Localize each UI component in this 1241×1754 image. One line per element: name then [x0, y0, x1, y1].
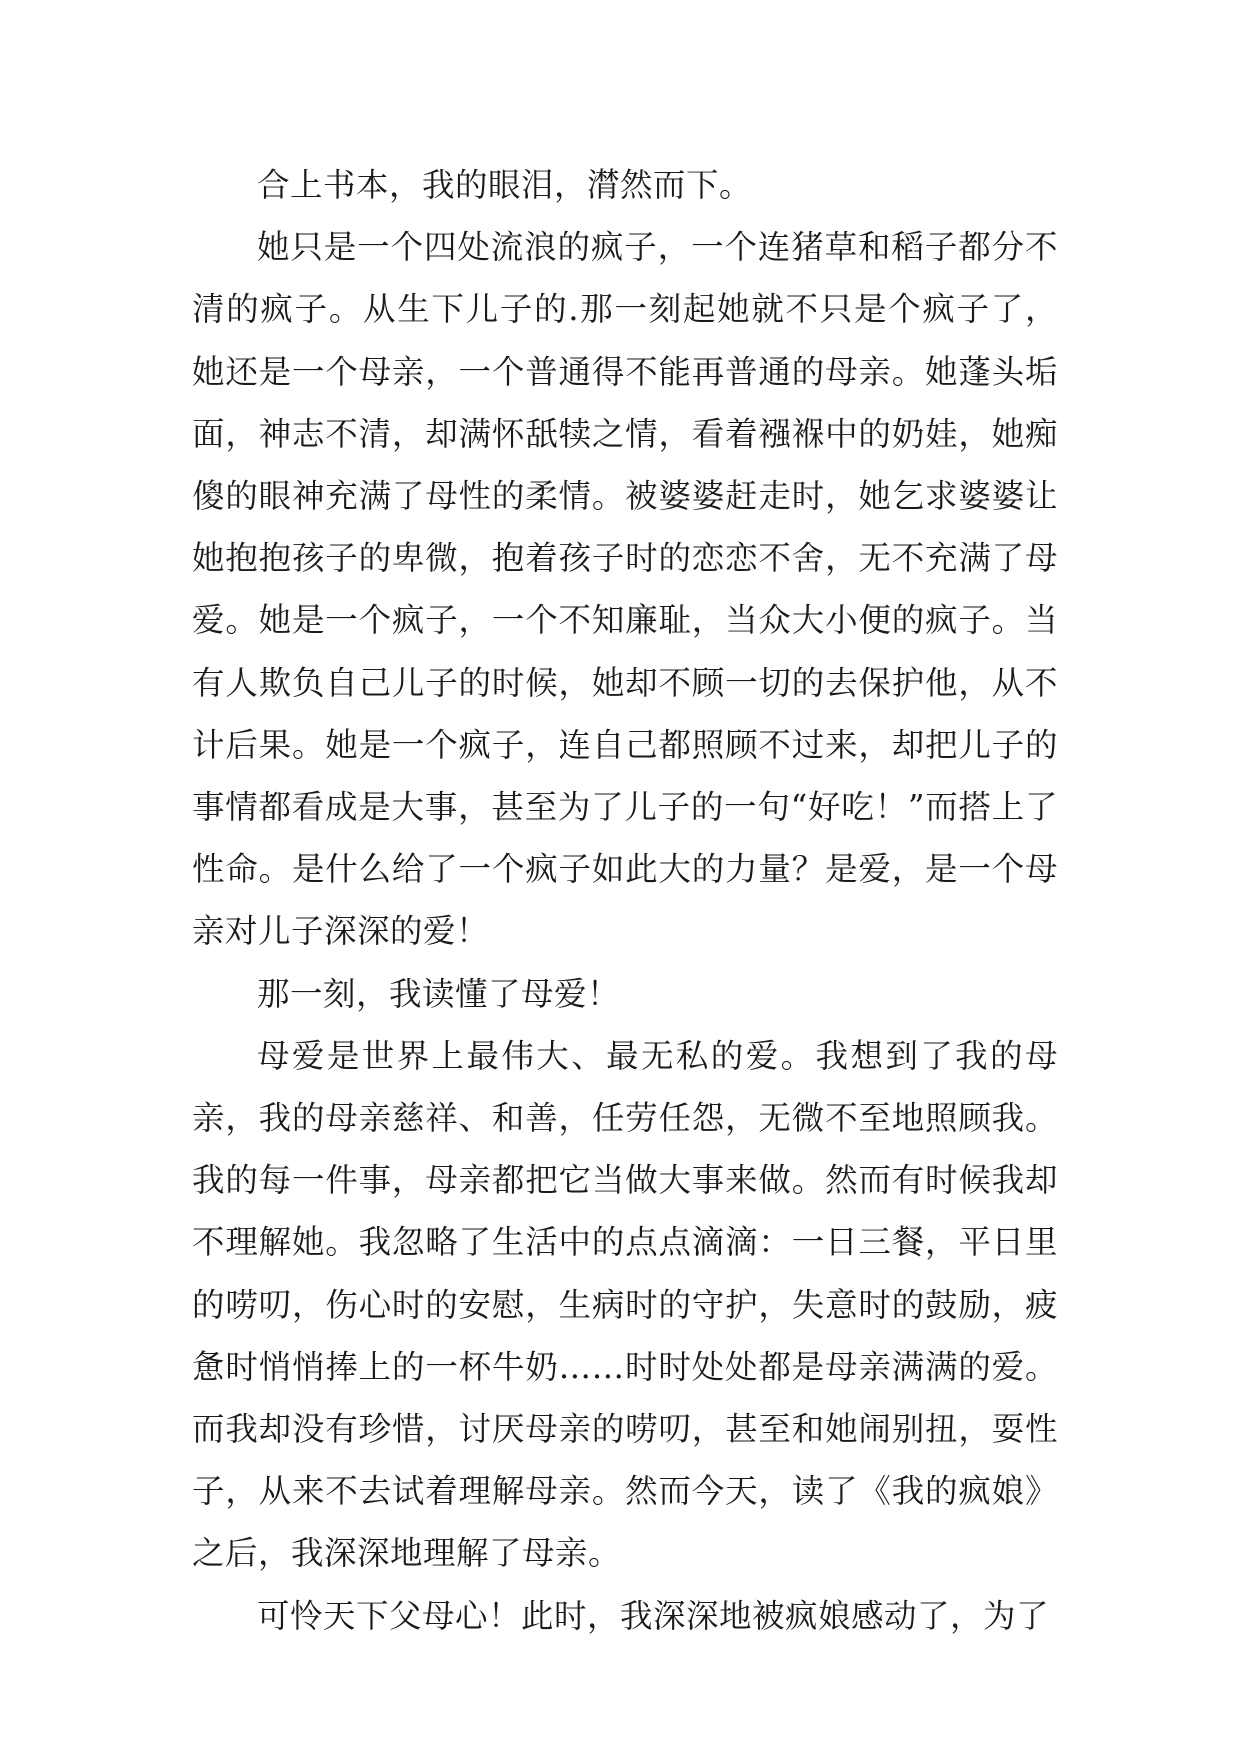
- paragraph-5: 可怜天下父母心！此时，我深深地被疯娘感动了，为了: [257, 1596, 1050, 1635]
- paragraph-3: 那一刻，我读懂了母爱！: [257, 974, 621, 1013]
- paragraph-2: 她只是一个四处流浪的疯子，一个连猪草和稻子都分不清的疯子。从生下儿子的.那一刻起她就不只是个疯子了，她还是一个母亲，一个普通得不能再普通的母亲。她蓬头垢面，神志不清，却满怀舐犊之情，看着襁褓中的奶娃，她痴傻的眼神充满了母性的柔情。被婆婆赶走时，她乞求婆婆让她抱抱孩子的卑微，抱着孩子时的恋恋不舍，无不充满了母爱。她是一个疯子，一个不知廉耻，当众大小便的疯子。当有人欺负自己儿子的时候，她却不顾一切的去保护他，从不计后果。她是一个疯子，连自己都照顾不过来，却把儿子的事情都看成是大事，甚至为了儿子的一句“好吃！”而搭上了性命。是什么给了一个疯子如此大的力量？是爱，是一个母亲对儿子深深的爱！: [192, 228, 1058, 951]
- paragraph-4: 母爱是世界上最伟大、最无私的爱。我想到了我的母亲，我的母亲慈祥、和善，任劳任怨，无微不至地照顾我。我的每一件事，母亲都把它当做大事来做。然而有时候我却不理解她。我忽略了生活中的点点滴滴：一日三餐，平日里的唠叨，伤心时的安慰，生病时的守护，失意时的鼓励，疲惫时悄悄捧上的一杯牛奶……时时处处都是母亲满满的爱。而我却没有珍惜，讨厌母亲的唠叨，甚至和她闹别扭，耍性子，从来不去试着理解母亲。然而今天，读了《我的疯娘》之后，我深深地理解了母亲。: [192, 1036, 1058, 1573]
- article-body: [192, 154, 1058, 1647]
- paragraph-1: 合上书本，我的眼泪，潸然而下。: [257, 166, 753, 204]
